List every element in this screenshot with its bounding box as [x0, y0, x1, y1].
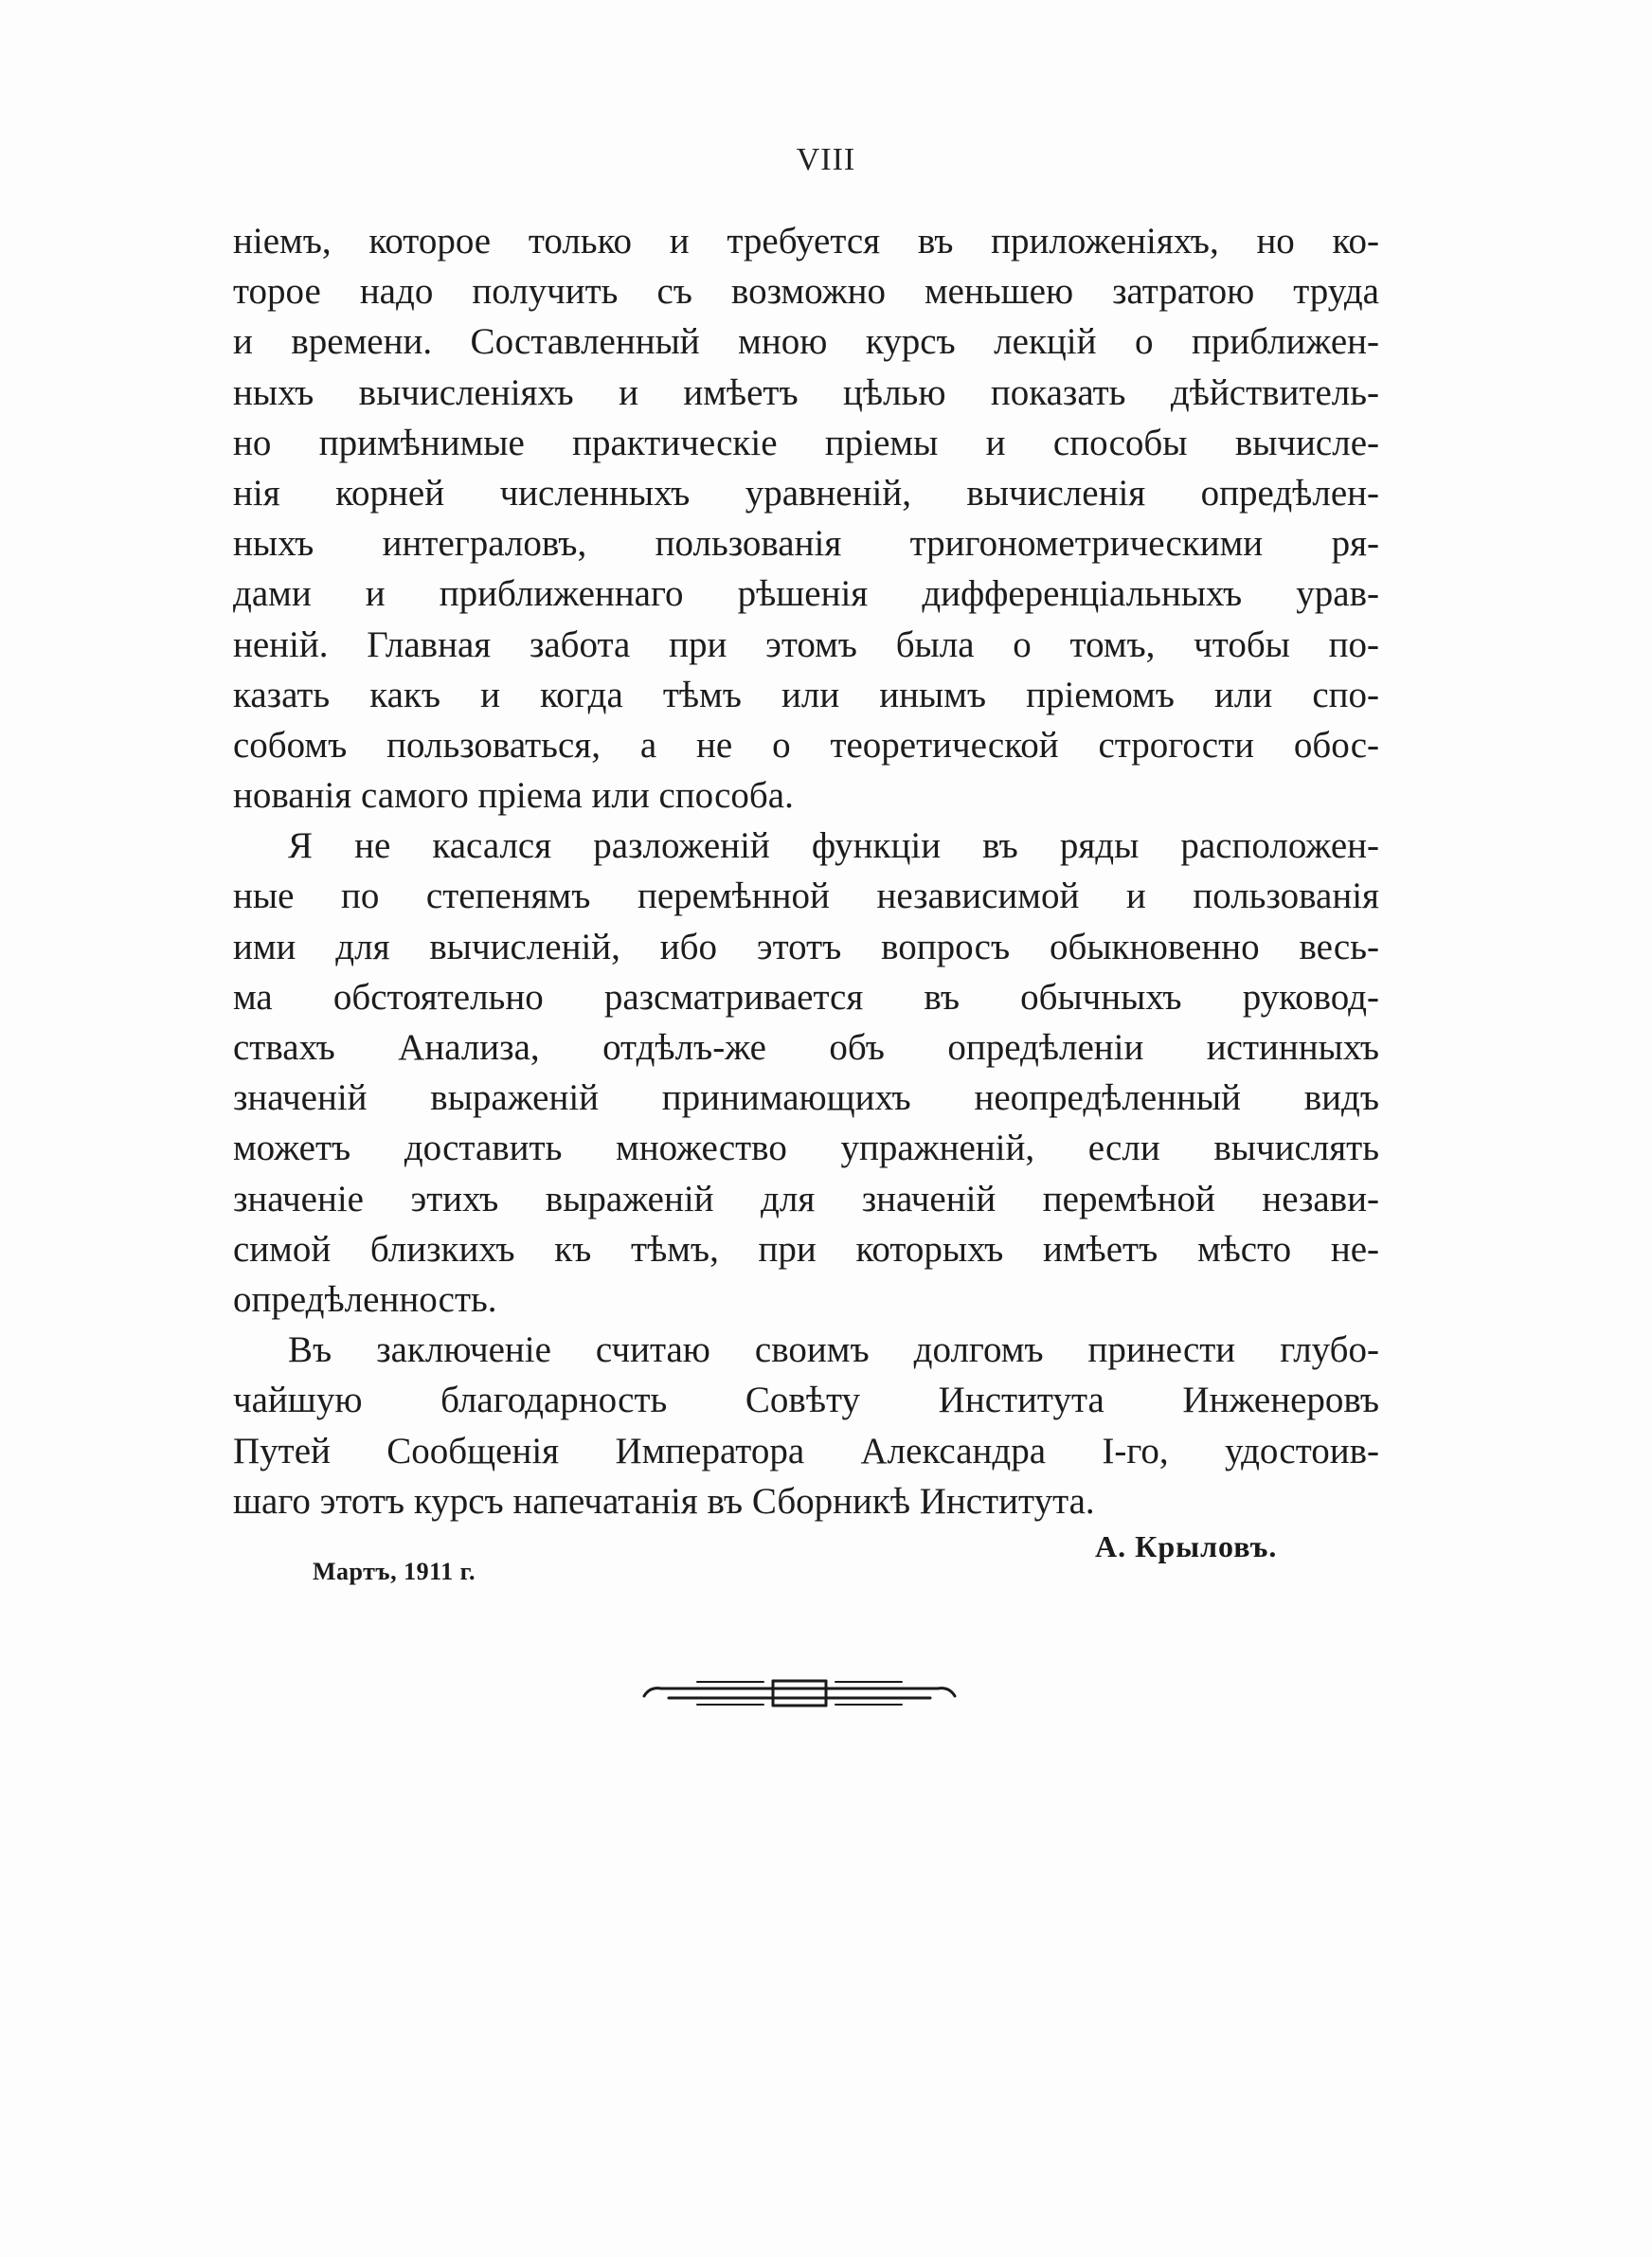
text-line: можетъ доставить множество упражненій, если вычислять — [233, 1128, 1379, 1169]
text-line: шаго этотъ курсъ напечатанія въ Сборникѣ Института. — [233, 1480, 1095, 1522]
text-line: нія корней численныхъ уравненій, вычисленія опредѣлен- — [233, 472, 1379, 514]
text-line: Путей Сообщенія Императора Александра І-го, удостоив- — [233, 1430, 1379, 1472]
text-line: ими для вычисленій, ибо этотъ вопросъ обыкновенно весь- — [233, 926, 1379, 967]
text-line: Я не касался разложеній функціи въ ряды расположен- — [288, 825, 1379, 867]
text-line: ныхъ вычисленіяхъ и имѣетъ цѣлью показать дѣйствитель- — [233, 371, 1379, 413]
text-line: собомъ пользоваться, а не о теоретической строгости обос- — [233, 724, 1379, 766]
text-line: чайшую благодарность Совѣту Института Инженеровъ — [233, 1380, 1379, 1421]
text-line: нованія самого пріема или способа. — [233, 775, 794, 817]
paragraph-2 — [233, 821, 1379, 1325]
date-line: Мартъ, 1911 г. — [313, 1558, 476, 1585]
text-line: казать какъ и когда тѣмъ или инымъ пріемомъ или спо- — [233, 674, 1379, 715]
text-line: опредѣленность. — [233, 1278, 497, 1320]
body-text — [233, 216, 1379, 1526]
text-line: симой близкихъ къ тѣмъ, при которыхъ имѣетъ мѣсто не- — [233, 1228, 1379, 1270]
paragraph-3 — [233, 1325, 1379, 1526]
text-line: дами и приближеннаго рѣшенія дифференціальныхъ урав- — [233, 573, 1379, 615]
paragraph-1 — [233, 216, 1379, 821]
text-line: торое надо получить съ возможно меньшею затратою труда — [233, 271, 1379, 313]
text-line: ствахъ Анализа, отдѣлъ-же объ опредѣленіи истинныхъ — [233, 1027, 1379, 1068]
text-line: значеній выраженій принимающихъ неопредѣленный видъ — [233, 1077, 1379, 1119]
text-line: но примѣнимые практическіе пріемы и способы вычисле- — [233, 422, 1379, 463]
double-rule-ornament-icon — [640, 1673, 959, 1711]
text-line: ные по степенямъ перемѣнной независимой и пользованія — [233, 876, 1379, 917]
text-line: значеніе этихъ выраженій для значеній перемѣной незави- — [233, 1178, 1379, 1219]
text-line: Въ заключеніе считаю своимъ долгомъ принести глубо- — [288, 1329, 1379, 1371]
page-number: VIII — [796, 142, 856, 177]
text-line: и времени. Составленный мною курсъ лекцій о приближен- — [233, 321, 1379, 363]
author-signature: А. Крыловъ. — [1095, 1529, 1278, 1563]
text-line: ма обстоятельно разсматривается въ обычныхъ руковод- — [233, 976, 1379, 1018]
text-line: ніемъ, которое только и требуется въ приложеніяхъ, но ко- — [233, 221, 1379, 262]
text-line: ныхъ интеграловъ, пользованія тригонометрическими ря- — [233, 523, 1379, 565]
text-line: неній. Главная забота при этомъ была о томъ, чтобы по- — [233, 623, 1379, 665]
